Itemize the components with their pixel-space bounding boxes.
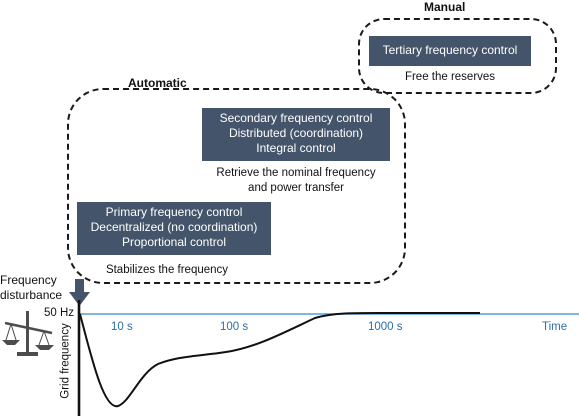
nominal-frequency-label: 50 Hz — [44, 307, 75, 319]
primary-line-1: Primary frequency control — [105, 205, 243, 219]
disturbance-line-2: disturbance — [0, 288, 63, 302]
time-mark-100s: 100 s — [220, 321, 249, 333]
time-mark-1000s: 1000 s — [368, 321, 403, 333]
disturbance-line-1: Frequency — [0, 273, 57, 287]
tertiary-caption-line-1: Free the reserves — [404, 71, 496, 83]
secondary-caption-line-2: and power transfer — [248, 182, 344, 194]
tertiary-line-1: Tertiary frequency control — [382, 43, 518, 57]
x-axis-label: Time — [542, 321, 568, 333]
frequency-response-curve — [80, 313, 480, 406]
manual-label: Manual — [424, 0, 466, 14]
secondary-line-3: Integral control — [256, 141, 336, 155]
primary-caption-line-1: Stabilizes the frequency — [105, 264, 229, 276]
primary-line-3: Proportional control — [121, 235, 227, 249]
primary-line-2: Decentralized (no coordination) — [90, 220, 258, 234]
automatic-label: Automatic — [128, 76, 187, 90]
secondary-line-1: Secondary frequency control — [219, 111, 373, 125]
secondary-line-2: Distributed (coordination) — [228, 126, 364, 140]
y-axis-label: Grid frequency — [59, 323, 72, 399]
secondary-caption-line-1: Retrieve the nominal frequency — [216, 167, 376, 179]
time-mark-10s: 10 s — [111, 321, 133, 333]
